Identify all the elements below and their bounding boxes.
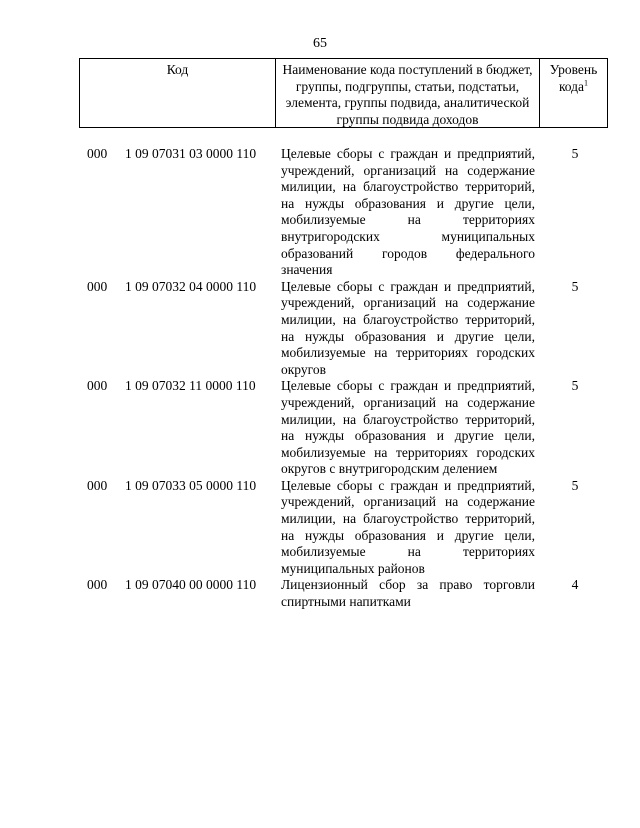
revenue-code: 1 09 07032 04 0000 110 bbox=[125, 278, 257, 294]
admin-code: 000 bbox=[87, 477, 108, 493]
table-body bbox=[0, 146, 640, 611]
table-row bbox=[0, 146, 640, 279]
revenue-code: 1 09 07040 00 0000 110 bbox=[125, 577, 257, 593]
revenue-code: 1 09 07031 03 0000 110 bbox=[125, 146, 257, 161]
revenue-code: 1 09 07033 05 0000 110 bbox=[125, 477, 257, 493]
table-row bbox=[0, 478, 640, 578]
admin-code: 000 bbox=[87, 577, 108, 593]
header-code-label: Код bbox=[166, 62, 189, 77]
table-row bbox=[0, 378, 640, 478]
header-level-cell bbox=[540, 59, 607, 127]
code-level: 5 bbox=[571, 278, 579, 294]
header-code-cell bbox=[80, 59, 276, 127]
table-header bbox=[79, 58, 608, 128]
code-level: 5 bbox=[571, 146, 579, 161]
page-number: 65 bbox=[313, 36, 327, 51]
admin-code: 000 bbox=[87, 278, 108, 294]
header-level-label: Уровень кода bbox=[549, 62, 598, 94]
code-level: 5 bbox=[571, 477, 579, 493]
level-footnote-marker: 1 bbox=[584, 78, 589, 88]
table-row bbox=[0, 279, 640, 379]
code-level: 4 bbox=[571, 577, 579, 593]
revenue-name: Целевые сборы с граждан и предприятий, учреждений, организаций на содержание милиции, на благоустройство территорий, на нужды образования и другие цели, мобилизуемые на территориях городских округов bbox=[281, 278, 535, 377]
admin-code: 000 bbox=[87, 378, 108, 394]
revenue-name: Целевые сборы с граждан и предприятий, учреждений, организаций на содержание милиции, на благоустройство территорий, на нужды образования и другие цели, мобилизуемые на территориях городских округов с внутригородским делением bbox=[281, 378, 535, 477]
header-name-cell bbox=[276, 59, 540, 127]
revenue-name: Целевые сборы с граждан и предприятий, учреждений, организаций на содержание милиции, на благоустройство территорий, на нужды образования и другие цели, мобилизуемые на территориях муниципальных районов bbox=[281, 477, 535, 576]
revenue-name: Лицензионный сбор за право торговли спиртными напитками bbox=[281, 577, 535, 610]
admin-code: 000 bbox=[87, 146, 108, 161]
code-level: 5 bbox=[571, 378, 579, 394]
revenue-name: Целевые сборы с граждан и предприятий, учреждений, организаций на содержание милиции, на благоустройство территорий, на нужды образования и другие цели, мобилизуемые на территориях внутригородских муниципальных образований городов федерального значения bbox=[281, 146, 535, 278]
table-row bbox=[0, 577, 640, 610]
header-name-label: Наименование кода поступлений в бюджет, группы, подгруппы, статьи, подстатьи, элемента, группы подвида, аналитической группы подвида доходов bbox=[282, 62, 533, 127]
revenue-code: 1 09 07032 11 0000 110 bbox=[125, 378, 256, 394]
